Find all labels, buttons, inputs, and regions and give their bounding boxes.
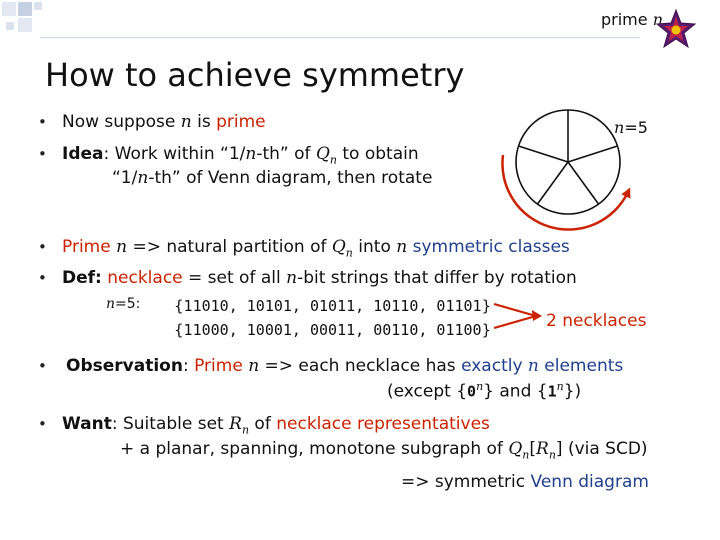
bullet-observation: Observation: Prime n => each necklace has exactly n elements [66,356,624,376]
bullet-want-line3: => symmetric Venn diagram [401,472,649,492]
corner-decoration [0,0,72,40]
header-label: prime n [600,10,663,29]
bullet-want-line2: + a planar, spanning, monotone subgraph of $Q_n[R_n]$ (via SCD) [120,439,648,462]
wheel-spoke [519,146,569,162]
header-rule [40,37,640,38]
bullet-idea: Idea: Work within “1/n-th” of $Q_n$ to obtain [62,144,419,167]
bullet-marker: • [38,415,47,433]
bullet-suppose-prime: Now suppose n is prime [62,112,266,132]
wheel-spoke [538,162,569,204]
necklace-double-arrow [492,296,544,336]
bullet-marker: • [38,357,47,375]
bullet-marker: • [38,113,47,131]
necklace-count-label: 2 necklaces [546,311,647,331]
wheel-spoke [568,162,599,204]
bullet-want: Want: Suitable set $R_n$ of necklace representatives [62,414,490,437]
bullet-marker: • [38,269,47,287]
bullet-idea-line2: “1/n-th” of Venn diagram, then rotate [112,168,433,188]
bullet-marker: • [38,145,47,163]
bullet-marker: • [38,238,47,256]
n-equals-label: n=5 [614,118,648,137]
necklace-row-1: {11010, 10101, 01011, 10110, 01101} [174,297,492,315]
bullet-necklace-def: Def: necklace = set of all n-bit strings that differ by rotation [62,268,577,288]
wheel-spoke [568,146,618,162]
necklace-example-sets [174,294,491,342]
flower-logo [654,8,698,52]
example-n-label: n=5: [106,296,141,312]
bullet-observation-line2: (except {0$^n$} and {1$^n$}) [387,380,582,402]
necklace-row-2: {11000, 10001, 00011, 00110, 01100} [174,321,492,339]
slide-title: How to achieve symmetry [45,56,465,94]
bullet-partition: Prime n => natural partition of $Q_n$ into n symmetric classes [62,237,570,260]
